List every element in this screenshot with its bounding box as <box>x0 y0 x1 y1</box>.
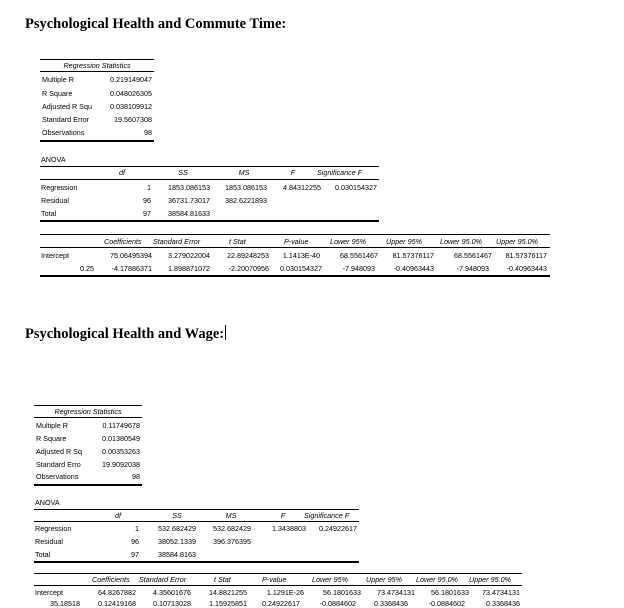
regstat-label: Standard Error <box>42 115 90 124</box>
regstat-label: Standard Erro <box>36 460 81 469</box>
anova-header: SS <box>178 168 188 177</box>
regstat-value: 0.00353263 <box>102 447 140 456</box>
regstat-label: Observations <box>36 472 79 481</box>
regstat-value: 0.01380549 <box>102 434 140 443</box>
regstat-value: 98 <box>144 128 152 137</box>
anova-header: F <box>290 168 296 177</box>
regstat-header: Regression Statistics <box>54 407 122 416</box>
regstat-label: R Square <box>42 89 73 98</box>
regstat-value: 0.048026305 <box>110 89 152 98</box>
anova-row-label: Total <box>41 209 57 218</box>
regstat-value: 19.9092038 <box>102 460 140 469</box>
coef-header: Coefficients <box>104 237 142 246</box>
coef-cell: 0.3368436 <box>374 599 408 608</box>
coef-cell: -0.40963443 <box>393 264 434 273</box>
anova-header: df <box>115 511 121 520</box>
section-title-wage <box>25 325 226 343</box>
section-title-text: Psychological Health and Wage: <box>25 326 225 342</box>
regstat-label: Adjusted R Squ <box>42 102 92 111</box>
coef-cell: 68.5561467 <box>454 251 492 260</box>
coef-cell: 81.57376117 <box>505 251 547 260</box>
coef-cell: 1.1413E-40 <box>282 251 320 260</box>
coef-cell: 0.10713028 <box>153 599 191 608</box>
anova-cell: 96 <box>143 196 151 205</box>
coef-row-label: 0.25 <box>80 264 94 273</box>
regstat-value: 0.038109912 <box>110 102 152 111</box>
coef-cell: 68.5561467 <box>340 251 378 260</box>
regstat-label: Multiple R <box>42 75 74 84</box>
regstat-header: Regression Statistics <box>63 61 131 70</box>
anova-row-label: Regression <box>35 524 72 533</box>
coef-cell: 56.1801633 <box>431 588 469 597</box>
coef-cell: 3.279022004 <box>168 251 210 260</box>
regstat-value: 0.219149047 <box>110 75 152 84</box>
coef-cell: 75.06495394 <box>110 251 152 260</box>
anova-row-label: Total <box>35 550 51 559</box>
anova-header: df <box>119 168 125 177</box>
coef-cell: 22.89248253 <box>227 251 269 260</box>
anova-header: MS <box>238 168 250 177</box>
anova-cell: 1 <box>147 183 151 192</box>
anova-header: Significance F <box>317 168 363 177</box>
coef-cell: 1.1291E-26 <box>266 588 304 597</box>
coef-header: t Stat <box>214 575 231 584</box>
coef-header: t Stat <box>229 237 246 246</box>
coef-header: Lower 95.0% <box>440 237 482 246</box>
coef-row-label: Intercept <box>35 588 63 597</box>
regstat-label: Adjusted R Sq <box>36 447 82 456</box>
regstat-value: 98 <box>132 472 140 481</box>
coef-header: Upper 95.0% <box>469 575 511 584</box>
anova-cell: 396.376395 <box>213 537 251 546</box>
anova-cell: 97 <box>143 209 151 218</box>
coef-cell: -0.0884602 <box>319 599 356 608</box>
coef-cell: -0.40963443 <box>506 264 547 273</box>
anova-cell: 1.3438803 <box>272 524 306 533</box>
section-title-commute: Psychological Health and Commute Time: <box>25 16 287 32</box>
regstat-value: 19.5607308 <box>114 115 152 124</box>
coef-header: P-value <box>284 237 309 246</box>
anova-cell: 36731.73017 <box>168 196 210 205</box>
anova-cell: 1 <box>135 524 139 533</box>
coef-cell: -7.948093 <box>342 264 375 273</box>
anova-cell: 38584.81633 <box>168 209 210 218</box>
coef-cell: 73.4734131 <box>482 588 520 597</box>
anova-cell: 0.24922617 <box>319 524 357 533</box>
anova-header: MS <box>225 511 237 520</box>
coef-cell: 14.8821255 <box>209 588 247 597</box>
anova-row-label: Residual <box>41 196 69 205</box>
coef-cell: -4.17886371 <box>111 264 152 273</box>
anova-cell: 1853.086153 <box>168 183 210 192</box>
regstat-label: R Square <box>36 434 67 443</box>
anova-header: SS <box>172 511 182 520</box>
coef-cell: -0.0884602 <box>428 599 465 608</box>
coef-cell: 81.57376117 <box>392 251 434 260</box>
coef-header: Lower 95% <box>312 575 348 584</box>
coef-header: Upper 95.0% <box>496 237 538 246</box>
anova-cell: 1853.086153 <box>225 183 267 192</box>
anova-cell: 382.6221893 <box>225 196 267 205</box>
coef-cell: 56.1801633 <box>323 588 361 597</box>
coef-header: Lower 95% <box>330 237 366 246</box>
coef-header: Coefficients <box>92 575 130 584</box>
coef-cell: -2.20070956 <box>228 264 269 273</box>
anova-label: ANOVA <box>35 498 60 507</box>
coef-header: Standard Error <box>153 237 201 246</box>
text-cursor <box>225 325 226 340</box>
coef-cell: -7.948093 <box>456 264 489 273</box>
anova-cell: 532.682429 <box>158 524 196 533</box>
anova-cell: 97 <box>131 550 139 559</box>
coef-row-label: Intercept <box>41 251 69 260</box>
coef-cell: 0.12419168 <box>98 599 136 608</box>
regstat-label: Observations <box>42 128 85 137</box>
anova-cell: 38584.8163 <box>158 550 196 559</box>
anova-cell: 532.682429 <box>213 524 251 533</box>
anova-label: ANOVA <box>41 155 66 164</box>
anova-header: F <box>280 511 286 520</box>
anova-cell: 4.84312255 <box>283 183 321 192</box>
anova-cell: 0.030154327 <box>335 183 377 192</box>
coef-cell: 73.4734131 <box>377 588 415 597</box>
anova-header: Significance F <box>304 511 350 520</box>
coef-cell: 1.15925851 <box>209 599 247 608</box>
coef-cell: 0.030154327 <box>280 264 322 273</box>
coef-header: Lower 95.0% <box>416 575 458 584</box>
coef-cell: 0.24922617 <box>262 599 300 608</box>
coef-row-label: 35.18518 <box>50 599 80 608</box>
coef-header: Upper 95% <box>366 575 402 584</box>
anova-row-label: Residual <box>35 537 63 546</box>
coef-header: P-value <box>262 575 287 584</box>
coef-cell: 4.35601676 <box>153 588 191 597</box>
coef-cell: 0.3368436 <box>486 599 520 608</box>
coef-cell: 1.898871072 <box>168 264 210 273</box>
regstat-value: 0.11749678 <box>102 421 140 430</box>
regstat-label: Multiple R <box>36 421 68 430</box>
coef-cell: 64.8267882 <box>98 588 136 597</box>
anova-row-label: Regression <box>41 183 78 192</box>
coef-header: Standard Error <box>139 575 187 584</box>
coef-header: Upper 95% <box>386 237 422 246</box>
anova-cell: 96 <box>131 537 139 546</box>
anova-cell: 38052.1339 <box>158 537 196 546</box>
